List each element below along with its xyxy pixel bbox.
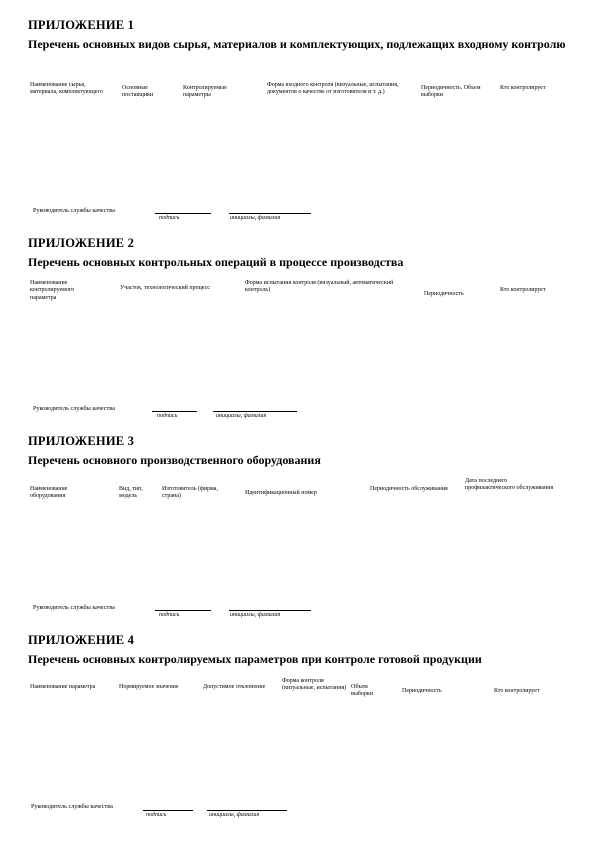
name-caption: инициалы, фамилия bbox=[216, 413, 267, 419]
appendix-2-list-title: Перечень основных контрольных операций в процессе производства bbox=[28, 255, 404, 269]
column-header: Идентификационный номер bbox=[245, 490, 317, 496]
name-line bbox=[229, 610, 311, 611]
column-header: Периодичность bbox=[402, 688, 442, 694]
column-header: Кто контролирует bbox=[494, 688, 540, 694]
name-caption: инициалы, фамилия bbox=[209, 812, 260, 818]
column-header: Дата последнего профилактического обслуживания bbox=[465, 478, 554, 492]
appendix-3-title: ПРИЛОЖЕНИЕ 3 bbox=[28, 434, 135, 448]
column-header: Объем выборки bbox=[351, 684, 374, 698]
column-header: Наименование сырья, материала, комплектующего bbox=[30, 82, 103, 96]
appendix-1-title: ПРИЛОЖЕНИЕ 1 bbox=[28, 18, 135, 32]
signature-label: Руководитель службы качества bbox=[31, 803, 113, 810]
appendix-1-list-title: Перечень основных видов сырья, материалов и комплектующих, подлежащих входному контролю bbox=[28, 37, 566, 51]
signature-label: Руководитель службы качества bbox=[33, 604, 115, 611]
signature-label: Руководитель службы качества bbox=[33, 207, 115, 214]
column-header: Основные поставщики bbox=[122, 85, 154, 99]
appendix-4-list-title: Перечень основных контролируемых параметров при контроле готовой продукции bbox=[28, 652, 482, 666]
column-header: Участок, технологический процесс bbox=[120, 285, 210, 291]
column-header: Контролируемые параметры bbox=[183, 85, 227, 99]
signature-line bbox=[155, 213, 211, 214]
column-header: Периодичность bbox=[424, 291, 464, 297]
signature-line bbox=[155, 610, 211, 611]
name-line bbox=[229, 213, 311, 214]
signature-caption: подпись bbox=[146, 812, 167, 818]
column-header: Кто контролирует bbox=[500, 85, 546, 91]
appendix-4-title: ПРИЛОЖЕНИЕ 4 bbox=[28, 633, 135, 647]
column-header: Периодичность. Объем выборки bbox=[421, 85, 481, 99]
column-header: Форма контроля (визуальные, испытания) bbox=[282, 678, 347, 692]
name-caption: инициалы, фамилия bbox=[230, 215, 281, 221]
column-header: Периодичность обслуживания bbox=[370, 486, 448, 492]
name-caption: инициалы, фамилия bbox=[230, 612, 281, 618]
appendix-2-title: ПРИЛОЖЕНИЕ 2 bbox=[28, 236, 135, 250]
column-header: Наименование контролируемого параметра bbox=[30, 280, 75, 301]
signature-caption: подпись bbox=[159, 215, 180, 221]
column-header: Наименование параметра bbox=[30, 684, 96, 690]
column-header: Допустимое отклонение bbox=[203, 684, 266, 690]
column-header: Наименование оборудования bbox=[30, 486, 68, 500]
column-header: Форма испытания контроля (визуальный, автоматический контроль) bbox=[245, 280, 394, 294]
signature-caption: подпись bbox=[157, 413, 178, 419]
column-header: Кто контролирует bbox=[500, 287, 546, 293]
signature-caption: подпись bbox=[159, 612, 180, 618]
column-header: Изготовитель (фирма, страна) bbox=[162, 486, 218, 500]
name-line bbox=[213, 411, 297, 412]
signature-line bbox=[143, 810, 193, 811]
column-header: Форма входного контроля (визуальные, испытания, документов о качестве от изготовителя и т. д.) bbox=[267, 82, 399, 96]
appendix-3-list-title: Перечень основного производственного оборудования bbox=[28, 453, 321, 467]
name-line bbox=[207, 810, 287, 811]
signature-label: Руководитель службы качества bbox=[33, 405, 115, 412]
column-header: Нормируемое значение bbox=[119, 684, 179, 690]
column-header: Вид, тип, модель bbox=[119, 486, 143, 500]
signature-line bbox=[152, 411, 197, 412]
